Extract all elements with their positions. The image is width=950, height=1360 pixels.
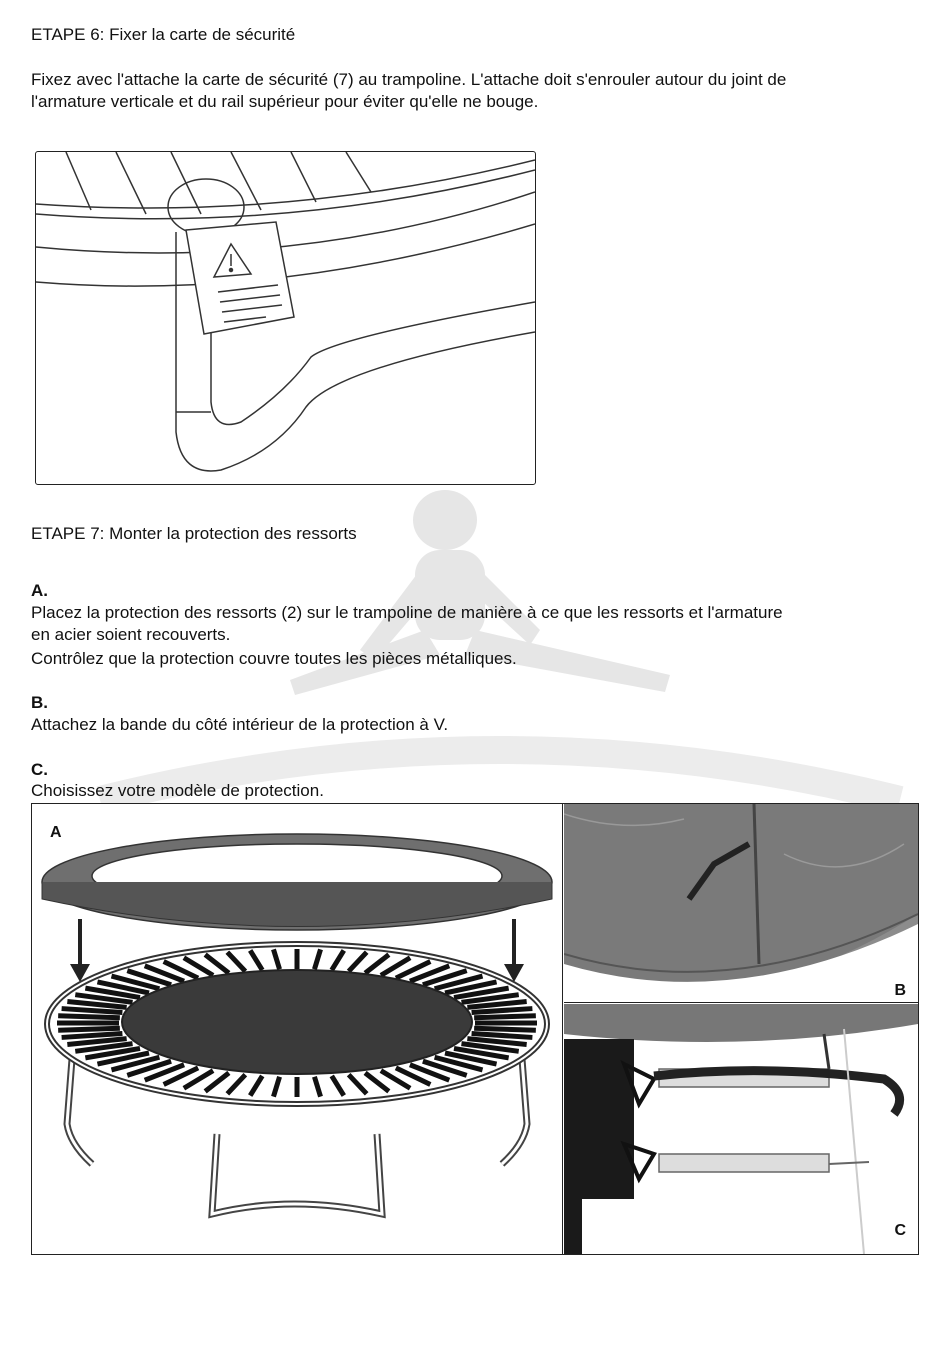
spring [474, 1016, 536, 1018]
figure-a-label: A [50, 824, 62, 841]
step7-b-label: B. [31, 693, 48, 712]
figure-grid [31, 803, 919, 1255]
step6-heading: ETAPE 6: Fixer la carte de sécurité [31, 25, 296, 44]
step6-instruction-line2: l'armature verticale et du rail supérieur pour éviter qu'elle ne bouge. [31, 92, 539, 111]
figure-b-strap-photo [564, 804, 918, 1003]
step7-a-line2: en acier soient recouverts. [31, 625, 231, 644]
step7-a-line1: Placez la protection des ressorts (2) sur le trampoline de manière à ce que les ressorts et l'armature [31, 603, 783, 622]
step7-b-line1: Attachez la bande du côté intérieur de la protection à V. [31, 715, 449, 734]
figure-b-label: B [894, 982, 906, 999]
figure-c-spring-photo [564, 1004, 918, 1254]
safety-card-illustration [35, 151, 536, 485]
step7-heading: ETAPE 7: Monter la protection des ressorts [31, 524, 357, 543]
step6-instruction-line1: Fixez avec l'attache la carte de sécurité (7) au trampoline. L'attache doit s'enrouler autour du joint de [31, 70, 787, 89]
figure-c-label: C [894, 1222, 906, 1239]
spring [58, 1028, 120, 1030]
step7-c-line1: Choisissez votre modèle de protection. [31, 781, 324, 800]
figure-a-trampoline-assembly [32, 804, 563, 1254]
spring [474, 1028, 536, 1030]
step7-a-line3: Contrôlez que la protection couvre toutes les pièces métalliques. [31, 649, 517, 668]
step7-a-label: A. [31, 581, 48, 600]
spring [58, 1016, 120, 1018]
step7-c-label: C. [31, 760, 48, 779]
